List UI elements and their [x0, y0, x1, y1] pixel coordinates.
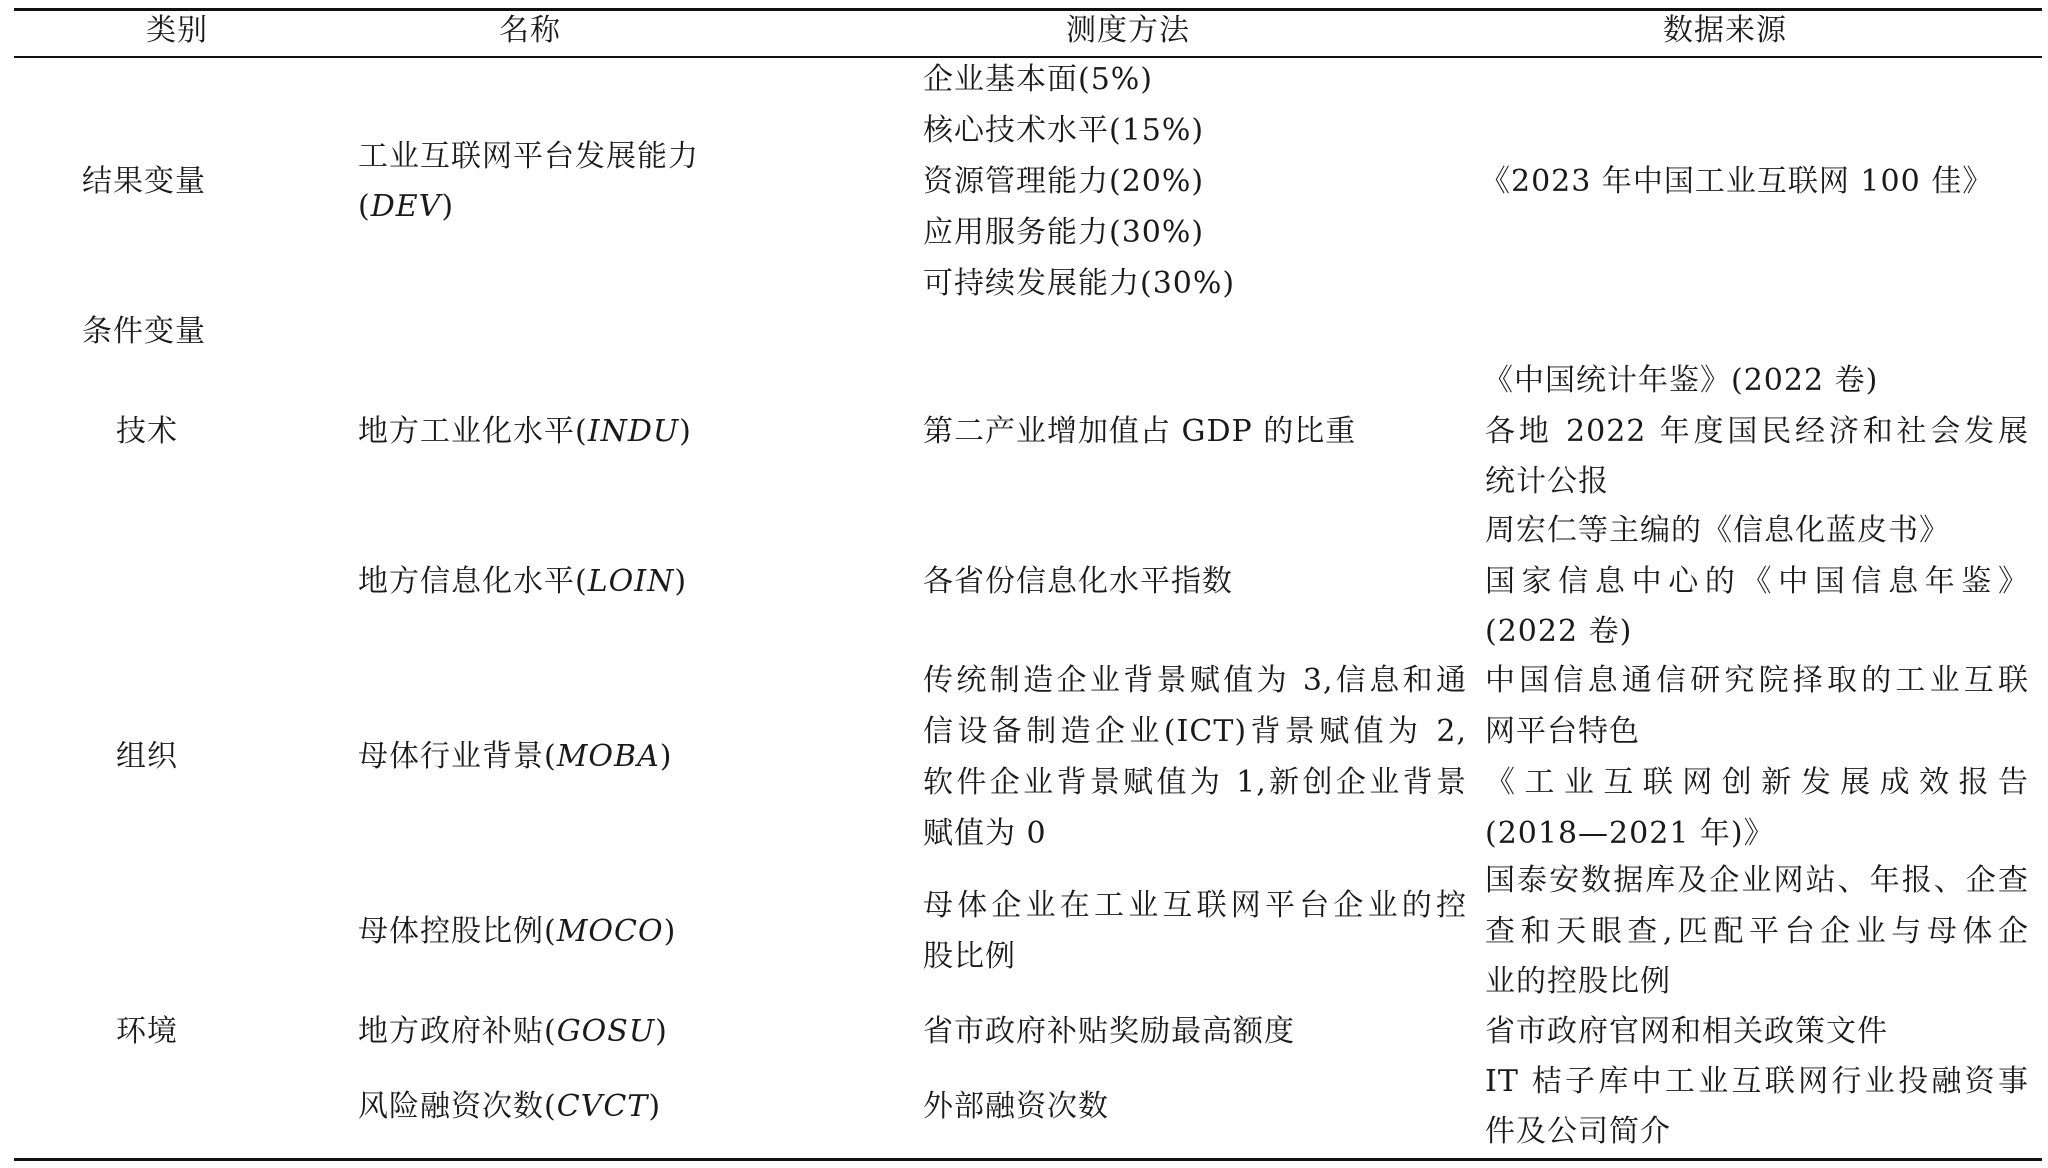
source-moba-line: 网平台特色 — [1485, 714, 1640, 749]
source-moco-line: 查和天眼查,匹配平台企业与母体企 — [1485, 914, 2029, 949]
method-dev-item: 资源管理能力(20%) — [923, 164, 1205, 199]
source-dev: 《2023 年中国工业互联网 100 佳》 — [1480, 164, 1994, 199]
category-technology: 技术 — [116, 414, 178, 449]
method-moba-line: 信设备制造企业(ICT)背景赋值为 2, — [923, 714, 1467, 749]
source-loin-line: (2022 卷) — [1485, 614, 1633, 649]
source-indu-line: 《中国统计年鉴》(2022 卷) — [1483, 363, 1879, 398]
source-moba-line: 中国信息通信研究院择取的工业互联 — [1485, 663, 2029, 698]
source-moba-line: (2018—2021 年)》 — [1485, 816, 1775, 851]
header-method: 测度方法 — [1066, 13, 1190, 48]
method-loin: 各省份信息化水平指数 — [923, 564, 1233, 599]
source-moco-line: 国泰安数据库及企业网站、年报、企查 — [1485, 863, 2029, 898]
method-moba-line: 传统制造企业背景赋值为 3,信息和通 — [923, 663, 1467, 698]
source-gosu: 省市政府官网和相关政策文件 — [1485, 1014, 1888, 1049]
method-moba-line: 软件企业背景赋值为 1,新创企业背景 — [923, 765, 1467, 800]
name-indu: 地方工业化水平(INDU) — [358, 414, 692, 449]
source-moco-line: 业的控股比例 — [1485, 964, 1671, 999]
name-dev-line2: (DEV) — [358, 189, 455, 224]
source-loin-line: 周宏仁等主编的《信息化蓝皮书》 — [1485, 513, 1950, 548]
source-indu-line: 统计公报 — [1485, 464, 1609, 499]
header-category: 类别 — [146, 13, 208, 48]
table-bottom-rule — [14, 1158, 2042, 1161]
source-loin-line: 国家信息中心的《中国信息年鉴》 — [1485, 564, 2029, 599]
method-indu: 第二产业增加值占 GDP 的比重 — [923, 414, 1357, 449]
category-condition: 条件变量 — [82, 314, 206, 349]
method-gosu: 省市政府补贴奖励最高额度 — [923, 1014, 1295, 1049]
category-organization: 组织 — [116, 739, 178, 774]
header-source: 数据来源 — [1663, 13, 1787, 48]
header-name: 名称 — [499, 13, 561, 48]
name-moco: 母体控股比例(MOCO) — [358, 914, 677, 949]
source-cvct-line: IT 桔子库中工业互联网行业投融资事 — [1485, 1064, 2029, 1099]
name-gosu: 地方政府补贴(GOSU) — [358, 1014, 668, 1049]
method-dev-item: 可持续发展能力(30%) — [923, 266, 1236, 301]
category-outcome: 结果变量 — [82, 164, 206, 199]
method-moco-line: 股比例 — [923, 939, 1016, 974]
name-moba: 母体行业背景(MOBA) — [358, 739, 673, 774]
name-loin: 地方信息化水平(LOIN) — [358, 564, 688, 599]
name-cvct: 风险融资次数(CVCT) — [358, 1089, 662, 1124]
method-dev-item: 企业基本面(5%) — [923, 62, 1154, 97]
source-indu-line: 各地 2022 年度国民经济和社会发展 — [1485, 414, 2029, 449]
name-dev-line1: 工业互联网平台发展能力 — [358, 139, 699, 174]
source-cvct-line: 件及公司简介 — [1485, 1114, 1671, 1149]
category-environment: 环境 — [116, 1014, 178, 1049]
method-moco-line: 母体企业在工业互联网平台企业的控 — [923, 888, 1467, 923]
method-dev-item: 应用服务能力(30%) — [923, 215, 1205, 250]
method-dev-item: 核心技术水平(15%) — [923, 113, 1205, 148]
method-cvct: 外部融资次数 — [923, 1089, 1109, 1124]
method-moba-line: 赋值为 0 — [923, 816, 1047, 851]
source-moba-line: 《工业互联网创新发展成效报告 — [1485, 765, 2029, 800]
